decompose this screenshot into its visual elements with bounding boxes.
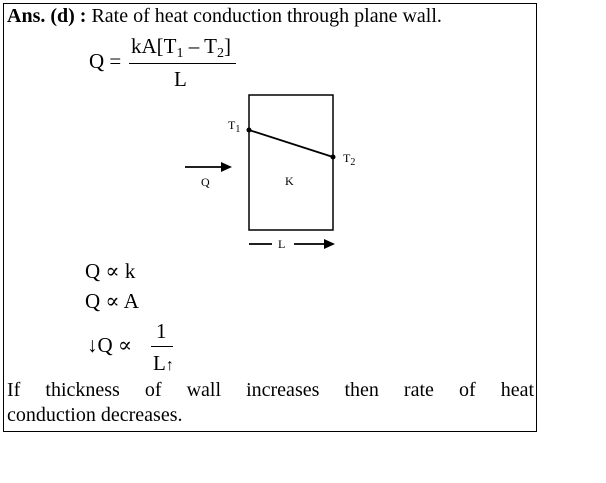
conclusion-paragraph (7, 378, 534, 428)
relation-l-denominator: L↑ (153, 351, 174, 375)
relation-a: Q ∝ A (85, 289, 139, 313)
conclusion-line-1: If thickness of wall increases then rate of heat (7, 379, 534, 401)
length-arrowhead (324, 239, 335, 249)
relation-l-left: ↓Q ∝ (87, 333, 133, 357)
q-label: Q (201, 175, 210, 189)
l-label: L (278, 237, 286, 251)
temperature-gradient-line (249, 130, 333, 157)
formula-numerator: kA[T1 – T2] (131, 34, 231, 61)
wall-rectangle (249, 95, 333, 230)
k-label: K (285, 174, 294, 188)
formula-denominator: L (174, 67, 187, 91)
formula-lhs: Q = (89, 49, 122, 73)
t1-point (247, 128, 252, 133)
relation-k: Q ∝ k (85, 259, 136, 283)
conclusion-line-2: conduction decreases. (7, 404, 183, 426)
relation-l-numerator: 1 (156, 319, 167, 343)
t2-label: $T_2$ (343, 151, 356, 168)
relation-fraction-bar (151, 346, 173, 347)
heat-flow-arrowhead (221, 162, 232, 172)
t2-point (331, 155, 336, 160)
heading-text: Rate of heat conduction through plane wall. (91, 5, 442, 27)
answer-label: Ans. (d) : (7, 5, 87, 27)
t1-label: $T_1$ (228, 118, 241, 135)
